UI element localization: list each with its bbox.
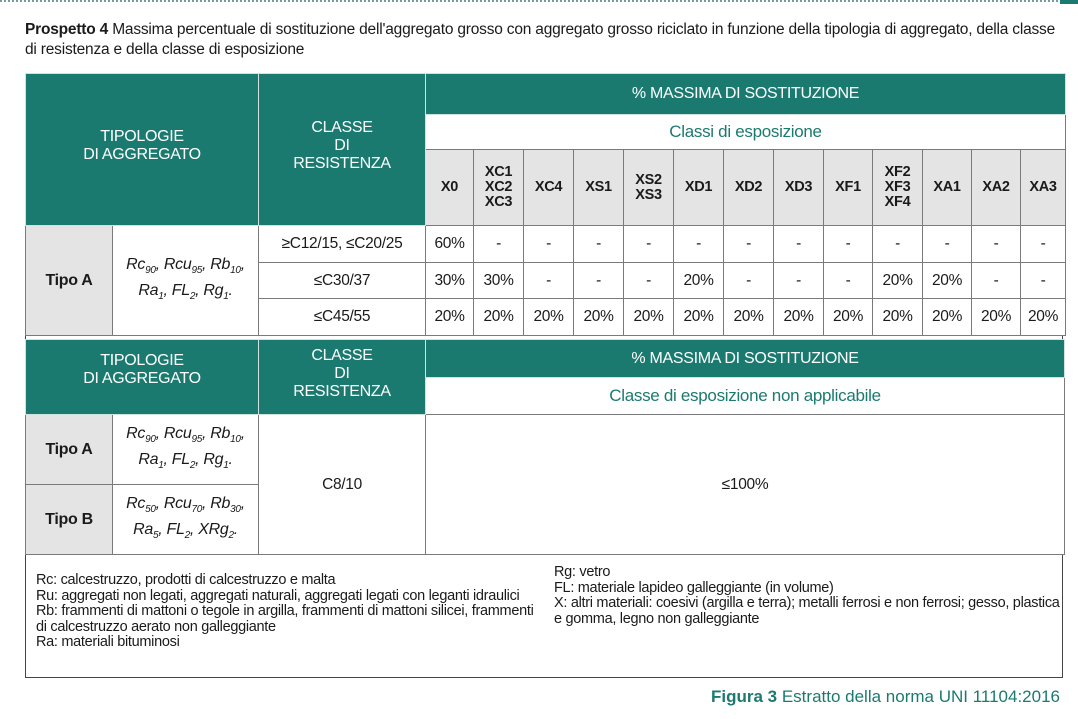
col-header: XA3 [1021, 150, 1066, 226]
sigla-text: , Rcu [155, 256, 192, 274]
sigla-subscript: 30 [230, 504, 241, 516]
sigla-tipo-b-line2 [113, 520, 258, 545]
value-cell: - [972, 226, 1021, 263]
value-cell: 20% [624, 299, 674, 336]
legend-line: di calcestruzzo aerato non galleggiante [36, 618, 276, 635]
value-cell: - [524, 226, 574, 263]
top-dotted-rule [0, 0, 1058, 5]
sigla-subscript: 95 [191, 434, 203, 446]
tipo-b-label: Tipo B [26, 485, 113, 555]
sigla-tipo-a2-line1 [113, 424, 258, 449]
col-header: XD1 [674, 150, 724, 226]
sigla-text: Ra [138, 281, 159, 299]
legend-line: FL: materiale lapideo galleggiante (in volume) [554, 579, 834, 596]
tipo-a-label-2: Tipo A [26, 415, 113, 485]
classe-c8-10: C8/10 [259, 415, 426, 555]
sigla-text: Rc [126, 425, 146, 443]
header2-tipologie [26, 340, 259, 415]
sigla-text: , Rcu [155, 425, 192, 443]
sigla-text: , Rb [202, 425, 231, 443]
sigla-tipo-b [113, 485, 259, 555]
sigla-subscript: 10 [230, 265, 241, 277]
value-cell: - [724, 226, 774, 263]
value-cell: - [574, 226, 624, 263]
value-cell: 20% [923, 263, 972, 299]
header2-pct-massima: % MASSIMA DI SOSTITUZIONE [426, 340, 1065, 378]
value-cell: 20% [724, 299, 774, 336]
sigla-text: . [228, 281, 233, 299]
non-applicable-table [25, 339, 1065, 555]
sigla-text: , Rb [202, 495, 231, 513]
sigla-tipo-b-line1 [113, 494, 258, 519]
sigla-subscript: 1 [158, 459, 164, 471]
sigla-text: , FL [163, 450, 190, 468]
col-header: XA2 [972, 150, 1021, 226]
value-cell: - [824, 226, 873, 263]
value-100: ≤100% [426, 415, 1065, 555]
legend-line: Rc: calcestruzzo, prodotti di calcestruzzo e malta [36, 572, 336, 588]
table-caption [25, 20, 1065, 60]
value-cell: - [873, 226, 923, 263]
sigla-text: , [240, 256, 245, 274]
value-cell: - [972, 263, 1021, 299]
value-cell: - [524, 263, 574, 299]
sigla-tipo-a-line2 [113, 281, 258, 306]
legend-line: Rg: vetro [554, 564, 611, 580]
sigla-tipo-a-2 [113, 415, 259, 485]
classe-resistenza-cell: ≥C12/15, ≤C20/25 [259, 226, 426, 263]
figure-text: Estratto della norma UNI 11104:2016 [781, 687, 1060, 706]
sigla-subscript: 95 [191, 265, 203, 277]
legend-line: Ra: materiali bituminosi [36, 634, 180, 650]
sigla-text: Ra [133, 520, 153, 538]
value-cell: 20% [824, 299, 873, 336]
sigla-text: , XRg [189, 520, 229, 538]
classe-resistenza-cell: ≤C45/55 [259, 299, 426, 336]
value-cell: 20% [873, 263, 923, 299]
sigla-text: , FL [163, 281, 190, 299]
legend-line: X: altri materiali: coesivi (argilla e terra); metalli ferrosi e non ferrosi; gesso, plastica [554, 595, 1060, 611]
value-cell: 20% [873, 299, 923, 336]
header-classi-esposizione: Classi di esposizione [426, 115, 1066, 150]
value-cell: 20% [972, 299, 1021, 336]
value-cell: - [774, 263, 824, 299]
substitution-table [25, 73, 1066, 336]
sigla-tipo-a-line1 [113, 255, 258, 280]
sigla-tipo-a2-line2 [113, 450, 258, 475]
legend-line: e gomma, legno non galleggiante [554, 610, 760, 627]
value-cell: - [624, 263, 674, 299]
col-header: XF2 XF3 XF4 [873, 150, 923, 226]
value-cell: - [1021, 263, 1066, 299]
sigla-text: Rc [126, 495, 146, 513]
header-pct-massima: % MASSIMA DI SOSTITUZIONE [426, 74, 1066, 115]
col-header: XD2 [724, 150, 774, 226]
header2-classe-text: CLASSE DI RESISTENZA [293, 347, 391, 400]
value-cell: 30% [474, 263, 524, 299]
sigla-tipo-a [113, 226, 259, 336]
value-cell: - [1021, 226, 1066, 263]
header2-classe-resistenza [259, 340, 426, 415]
value-cell: - [574, 263, 624, 299]
figure-caption [711, 687, 1060, 707]
value-cell: 20% [674, 299, 724, 336]
sigla-text: , Rg [195, 281, 224, 299]
sigla-subscript: 2 [189, 290, 196, 302]
legend-line: Rb: frammenti di mattoni o tegole in argilla, frammenti di mattoni silicei, frammenti [36, 603, 534, 619]
sigla-subscript: 1 [223, 290, 229, 302]
legend-left [36, 573, 556, 651]
sigla-text: . [228, 450, 233, 468]
value-cell: 60% [426, 226, 474, 263]
sigla-text: Rc [126, 256, 146, 274]
header-classe-text: CLASSE DI RESISTENZA [293, 118, 391, 172]
value-cell: 20% [474, 299, 524, 336]
value-cell: 30% [426, 263, 474, 299]
sigla-subscript: 2 [228, 529, 234, 541]
value-cell: - [624, 226, 674, 263]
sigla-subscript: 10 [230, 434, 241, 446]
value-cell: - [774, 226, 824, 263]
value-cell: 20% [923, 299, 972, 336]
col-header: XS2 XS3 [624, 150, 674, 226]
value-cell: 20% [674, 263, 724, 299]
value-cell: - [674, 226, 724, 263]
sigla-subscript: 1 [158, 290, 164, 302]
sigla-text: , [240, 425, 245, 443]
sigla-text: , Rb [202, 256, 231, 274]
sigla-subscript: 5 [153, 529, 159, 541]
figure-label: Figura 3 [710, 687, 778, 706]
sigla-subscript: 90 [145, 265, 156, 277]
sigla-text: . [233, 520, 238, 538]
sigla-text: , FL [158, 520, 185, 538]
sigla-text: , [240, 495, 245, 513]
sigla-subscript: 1 [223, 459, 229, 471]
col-header: XS1 [574, 150, 624, 226]
sigla-subscript: 2 [189, 459, 196, 471]
sigla-text: , Rg [195, 450, 224, 468]
value-cell: 20% [524, 299, 574, 336]
header-tipologie-text: TIPOLOGIE DI AGGREGATO [83, 127, 201, 163]
legend-right [554, 565, 1064, 627]
header2-classe-non-applicabile: Classe di esposizione non applicabile [426, 378, 1065, 415]
value-cell: 20% [574, 299, 624, 336]
top-accent-bar [1060, 0, 1078, 4]
sigla-text: Ra [138, 450, 159, 468]
header-tipologie [26, 74, 259, 226]
sigla-subscript: 70 [191, 504, 203, 516]
value-cell: 20% [774, 299, 824, 336]
sigla-text: , Rcu [155, 495, 192, 513]
col-header: XA1 [923, 150, 972, 226]
caption-text: Massima percentuale di sostituzione dell'aggregato grosso con aggregato grosso riciclato in funzione della tipologia di aggregato, della classe di resistenza e della classe di esposizione [25, 21, 1056, 58]
col-header: X0 [426, 150, 474, 226]
col-header: XF1 [824, 150, 873, 226]
value-cell: 20% [426, 299, 474, 336]
value-cell: - [923, 226, 972, 263]
col-header: XC1 XC2 XC3 [474, 150, 524, 226]
col-header: XC4 [524, 150, 574, 226]
value-cell: - [824, 263, 873, 299]
header-classe-resistenza [259, 74, 426, 226]
caption-label: Prospetto 4 [25, 21, 109, 38]
value-cell: 20% [1021, 299, 1066, 336]
tipo-a-label: Tipo A [26, 226, 113, 336]
sigla-subscript: 90 [145, 434, 156, 446]
header2-tipologie-text: TIPOLOGIE DI AGGREGATO [83, 352, 201, 387]
value-cell: - [724, 263, 774, 299]
legend-line: Ru: aggregati non legati, aggregati naturali, aggregati legati con leganti idraulici [36, 587, 520, 604]
classe-resistenza-cell: ≤C30/37 [259, 263, 426, 299]
sigla-subscript: 50 [145, 504, 156, 516]
sigla-subscript: 2 [184, 529, 190, 541]
value-cell: - [474, 226, 524, 263]
col-header: XD3 [774, 150, 824, 226]
